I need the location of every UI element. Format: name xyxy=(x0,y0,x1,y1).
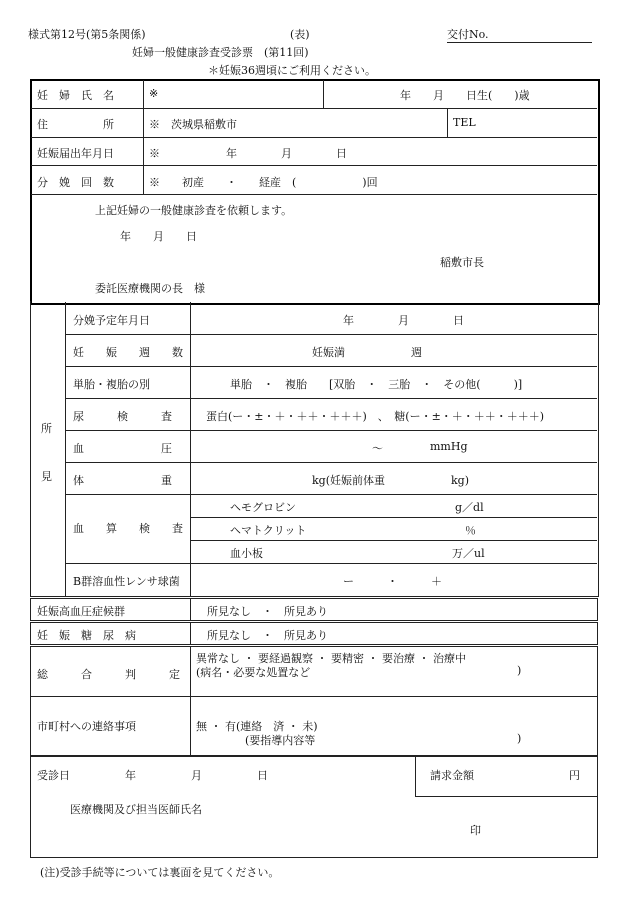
urine-label: 尿 検 査 xyxy=(73,410,172,423)
hemoglobin-label: ヘモグロビン xyxy=(230,501,296,514)
overall-label: 総 合 判 定 xyxy=(37,668,180,681)
top-box xyxy=(30,79,600,305)
bp-field[interactable]: 〜 xyxy=(372,442,383,455)
mayor-label: 稲敷市長 xyxy=(440,256,484,269)
due-date-field[interactable]: 年 月 日 xyxy=(343,314,464,327)
blood-label: 血 算 検 査 xyxy=(73,522,183,535)
delivery-count-label: 分 娩 回 数 xyxy=(37,176,114,189)
birth-date-field[interactable]: 年 月 日生( )歳 xyxy=(400,89,530,102)
billing-unit: 円 xyxy=(569,769,580,782)
delivery-count-field[interactable]: ※ 初産 ・ 経産 ( )回 xyxy=(149,176,378,189)
contact-options[interactable]: 無 ・ 有(連絡 済 ・ 未) xyxy=(196,720,318,733)
preg-date-field[interactable]: ※ 年 月 日 xyxy=(149,147,347,160)
contact-label: 市町村への連絡事項 xyxy=(37,720,136,733)
platelet-unit[interactable]: 万／ul xyxy=(452,547,485,560)
gdm-field[interactable]: 所見なし ・ 所見あり xyxy=(207,629,328,642)
findings-label-1: 所 xyxy=(41,422,52,435)
address-label: 住 所 xyxy=(37,118,114,131)
single-multi-field[interactable]: 単胎 ・ 複胎 [双胎 ・ 三胎 ・ その他( )] xyxy=(230,378,523,391)
billing-label: 請求金額 xyxy=(430,769,474,782)
doctor-label: 医療機関及び担当医師氏名 xyxy=(70,803,202,816)
preg-date-label: 妊娠届出年月日 xyxy=(37,147,114,160)
seal-label: 印 xyxy=(470,824,481,837)
hematocrit-unit[interactable]: ％ xyxy=(465,524,476,537)
bp-unit: mmHg xyxy=(430,440,468,453)
address-field[interactable]: ※ 茨城県稲敷市 xyxy=(149,118,237,131)
visit-date-field[interactable]: 受診日 年 月 日 xyxy=(37,769,268,782)
bp-label: 血 圧 xyxy=(73,442,172,455)
form-subtitle: ＊妊娠36週頃にご利用ください。 xyxy=(208,64,376,77)
hospital-head-label: 委託医療機関の長 様 xyxy=(95,282,205,295)
delivery-no: 交付No. xyxy=(447,26,592,43)
form-number: 様式第12号(第5条関係) xyxy=(28,28,146,41)
single-multi-label: 単胎・複胎の別 xyxy=(73,378,150,391)
weeks-field[interactable]: 妊娠満 週 xyxy=(312,346,422,359)
contact-notes[interactable]: (要指導内容等 xyxy=(245,734,316,747)
footer-note: (注)受診手続等については裏面を見てください。 xyxy=(40,866,280,879)
htn-field[interactable]: 所見なし ・ 所見あり xyxy=(207,605,328,618)
request-text: 上記妊婦の一般健康診査を依頼します。 xyxy=(95,204,293,217)
platelet-label: 血小板 xyxy=(230,547,263,560)
weight-label: 体 重 xyxy=(73,474,172,487)
form-title: 妊婦一般健康診査受診票 (第11回) xyxy=(132,46,309,59)
htn-label: 妊娠高血圧症候群 xyxy=(37,605,125,618)
overall-notes[interactable]: (病名・必要な処置など xyxy=(196,666,311,679)
hemoglobin-unit[interactable]: g／dl xyxy=(455,501,484,514)
overall-close: ) xyxy=(517,664,522,677)
gdm-label: 妊 娠 糖 尿 病 xyxy=(37,629,136,642)
hematocrit-label: ヘマトクリット xyxy=(230,524,307,537)
request-date[interactable]: 年 月 日 xyxy=(120,230,197,243)
weeks-label: 妊 娠 週 数 xyxy=(73,346,183,359)
overall-options[interactable]: 異常なし ・ 要経過観察 ・ 要精密 ・ 要治療 ・ 治療中 xyxy=(196,652,466,665)
name-field[interactable]: ※ xyxy=(149,87,159,100)
due-date-label: 分娩予定年月日 xyxy=(73,314,150,327)
urine-field[interactable]: 蛋白(ー・±・＋・＋＋・＋＋＋) 、 糖(ー・±・＋・＋＋・＋＋＋) xyxy=(206,410,545,423)
side-label: (表) xyxy=(290,28,310,41)
contact-close: ) xyxy=(517,732,522,745)
weight-field[interactable]: kg(妊娠前体重 kg) xyxy=(312,474,469,487)
tel-field[interactable]: TEL xyxy=(453,116,476,129)
gbs-field[interactable]: ー ・ ＋ xyxy=(343,575,442,588)
gbs-label: B群溶血性レンサ球菌 xyxy=(73,575,180,588)
findings-label-2: 見 xyxy=(41,470,52,483)
name-label: 妊 婦 氏 名 xyxy=(37,89,114,102)
